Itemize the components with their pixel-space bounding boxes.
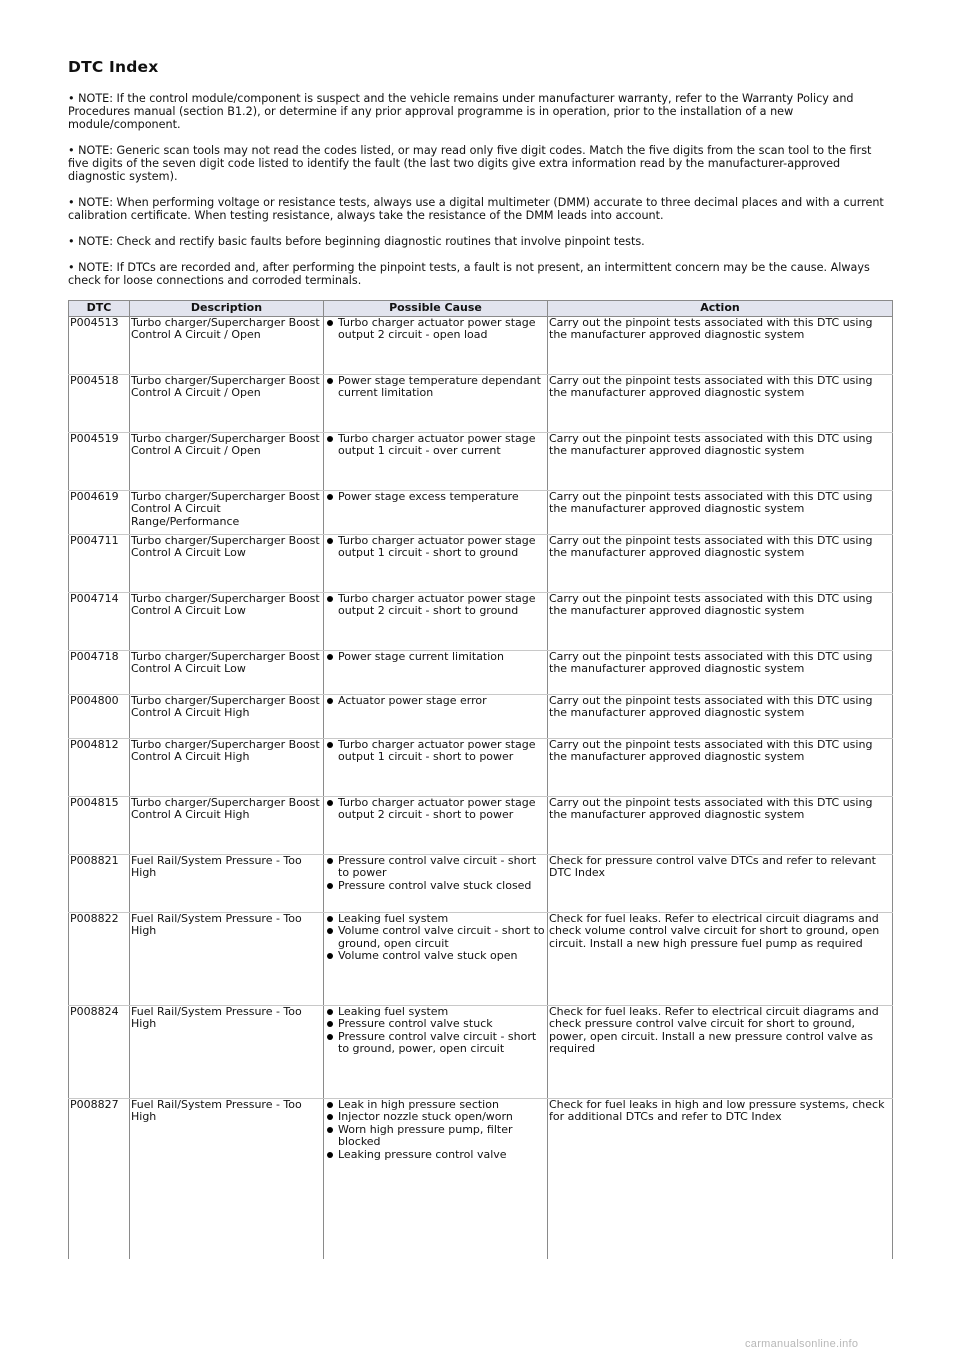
dtc-description: Turbo charger/Supercharger Boost Control A Circuit Range/Performance [130, 491, 324, 535]
possible-cause-item: Volume control valve circuit - short to ground, open circuit [338, 924, 545, 950]
possible-cause-item: Worn high pressure pump, filter blocked [338, 1124, 546, 1149]
possible-cause-item: Turbo charger actuator power stage output 2 circuit - open load [338, 317, 546, 342]
document-page [68, 58, 892, 1259]
dtc-code: P008824 [69, 1006, 130, 1099]
dtc-description: Turbo charger/Supercharger Boost Control A Circuit / Open [130, 433, 324, 491]
table-row [69, 491, 893, 535]
possible-cause-list [325, 913, 546, 963]
table-row [69, 375, 893, 433]
dtc-description: Turbo charger/Supercharger Boost Control A Circuit High [130, 739, 324, 797]
dtc-code: P004718 [69, 651, 130, 695]
possible-cause-cell [324, 433, 548, 491]
possible-cause-item: Leak in high pressure section [338, 1099, 546, 1111]
dtc-code: P004619 [69, 491, 130, 535]
possible-cause-item: Turbo charger actuator power stage output 1 circuit - short to power [338, 739, 546, 764]
table-row [69, 535, 893, 593]
possible-cause-cell [324, 375, 548, 433]
dtc-description: Turbo charger/Supercharger Boost Control A Circuit / Open [130, 317, 324, 375]
dtc-code: P004711 [69, 535, 130, 593]
possible-cause-item: Turbo charger actuator power stage output 1 circuit - short to ground [338, 535, 546, 560]
dtc-code: P004815 [69, 797, 130, 855]
possible-cause-list [325, 491, 546, 503]
possible-cause-cell [324, 1099, 548, 1259]
table-row [69, 797, 893, 855]
header-possible-cause: Possible Cause [324, 301, 548, 317]
dtc-description: Turbo charger/Supercharger Boost Control A Circuit Low [130, 593, 324, 651]
possible-cause-list [325, 535, 546, 560]
dtc-action: Carry out the pinpoint tests associated with this DTC using the manufacturer approved diagnostic system [548, 797, 893, 855]
possible-cause-list [325, 593, 546, 618]
dtc-action: Carry out the pinpoint tests associated with this DTC using the manufacturer approved diagnostic system [548, 651, 893, 695]
possible-cause-item: Pressure control valve circuit - short to power [338, 855, 546, 880]
dtc-action: Carry out the pinpoint tests associated with this DTC using the manufacturer approved diagnostic system [548, 535, 893, 593]
possible-cause-item: Leaking fuel system [338, 913, 546, 925]
possible-cause-item: Pressure control valve circuit - short to ground, power, open circuit [338, 1031, 546, 1056]
possible-cause-item: Power stage temperature dependant current limitation [338, 375, 546, 400]
possible-cause-cell [324, 739, 548, 797]
table-row [69, 855, 893, 913]
possible-cause-list [325, 375, 546, 400]
dtc-action: Check for fuel leaks in high and low pressure systems, check for additional DTCs and refer to DTC Index [548, 1099, 893, 1259]
possible-cause-item: Pressure control valve stuck [338, 1018, 546, 1030]
table-row [69, 739, 893, 797]
possible-cause-item: Leaking fuel system [338, 1006, 546, 1018]
possible-cause-item: Volume control valve stuck open [338, 950, 546, 962]
dtc-action: Carry out the pinpoint tests associated with this DTC using the manufacturer approved diagnostic system [548, 491, 893, 535]
dtc-action: Check for fuel leaks. Refer to electrical circuit diagrams and check pressure control valve circuit for short to ground, power, open circuit. Install a new pressure control valve as required [548, 1006, 893, 1099]
dtc-code: P004800 [69, 695, 130, 739]
possible-cause-cell [324, 855, 548, 913]
possible-cause-list [325, 855, 546, 892]
possible-cause-cell [324, 491, 548, 535]
possible-cause-list [325, 739, 546, 764]
page-title: DTC Index [68, 58, 159, 76]
possible-cause-list [325, 1006, 546, 1056]
possible-cause-list [325, 797, 546, 822]
dtc-description: Turbo charger/Supercharger Boost Control A Circuit Low [130, 535, 324, 593]
table-row [69, 433, 893, 491]
possible-cause-cell [324, 797, 548, 855]
table-row [69, 317, 893, 375]
header-action: Action [548, 301, 893, 317]
dtc-code: P008821 [69, 855, 130, 913]
possible-cause-item: Power stage excess temperature [338, 491, 546, 503]
table-header-row [69, 301, 893, 317]
possible-cause-cell [324, 1006, 548, 1099]
dtc-code: P004518 [69, 375, 130, 433]
possible-cause-cell [324, 651, 548, 695]
note-basic-faults: • NOTE: Check and rectify basic faults before beginning diagnostic routines that involve pinpoint tests. [68, 235, 645, 248]
table-row [69, 1099, 893, 1259]
dtc-action: Check for pressure control valve DTCs and refer to relevant DTC Index [548, 855, 893, 913]
dtc-description: Fuel Rail/System Pressure - Too High [130, 1099, 324, 1259]
note-warranty: • NOTE: If the control module/component is suspect and the vehicle remains under manufacturer warranty, refer to the Warranty Policy and Procedures manual (section B1.2), or determine if any prior approval programme is in operation, prior to the installation of a new module/component. [68, 92, 854, 131]
table-row [69, 1006, 893, 1099]
possible-cause-cell [324, 535, 548, 593]
dtc-description: Fuel Rail/System Pressure - Too High [130, 855, 324, 913]
possible-cause-item: Leaking pressure control valve [338, 1149, 546, 1161]
table-body [69, 317, 893, 1259]
note-generic-scan-tools: • NOTE: Generic scan tools may not read the codes listed, or may read only five digit codes. Match the five digits from the scan tool to the first five digits of the seven digit code listed to identify the fault (the last two digits give extra information read by the manufacturer-approved diagnostic system). [68, 144, 872, 183]
dtc-action: Carry out the pinpoint tests associated with this DTC using the manufacturer approved diagnostic system [548, 593, 893, 651]
possible-cause-item: Actuator power stage error [338, 695, 546, 707]
dtc-code: P004519 [69, 433, 130, 491]
dtc-description: Fuel Rail/System Pressure - Too High [130, 1006, 324, 1099]
dtc-action: Check for fuel leaks. Refer to electrical circuit diagrams and check volume control valve circuit for short to ground, open circuit. Install a new high pressure fuel pump as required [548, 913, 893, 1006]
dtc-description: Turbo charger/Supercharger Boost Control A Circuit Low [130, 651, 324, 695]
table-row [69, 593, 893, 651]
dtc-description: Turbo charger/Supercharger Boost Control A Circuit High [130, 695, 324, 739]
possible-cause-list [325, 695, 546, 707]
note-voltage-resistance: • NOTE: When performing voltage or resistance tests, always use a digital multimeter (DMM) accurate to three decimal places and with a current calibration certificate. When testing resistance, always take the resistance of the DMM leads into account. [68, 196, 884, 222]
header-dtc: DTC [69, 301, 130, 317]
dtc-description: Turbo charger/Supercharger Boost Control A Circuit / Open [130, 375, 324, 433]
dtc-code: P004714 [69, 593, 130, 651]
possible-cause-cell [324, 317, 548, 375]
table-row [69, 695, 893, 739]
possible-cause-item: Pressure control valve stuck closed [338, 880, 546, 892]
possible-cause-cell [324, 593, 548, 651]
possible-cause-item: Power stage current limitation [338, 651, 546, 663]
header-description: Description [130, 301, 324, 317]
possible-cause-list [325, 1099, 546, 1161]
dtc-action: Carry out the pinpoint tests associated with this DTC using the manufacturer approved diagnostic system [548, 739, 893, 797]
dtc-table [68, 300, 893, 1259]
table-row [69, 651, 893, 695]
possible-cause-list [325, 651, 546, 663]
possible-cause-item: Turbo charger actuator power stage output 2 circuit - short to power [338, 797, 546, 822]
possible-cause-item: Injector nozzle stuck open/worn [338, 1111, 546, 1123]
possible-cause-list [325, 317, 546, 342]
dtc-code: P004812 [69, 739, 130, 797]
table-row [69, 913, 893, 1006]
watermark-text: carmanualsonline.info [745, 1338, 859, 1350]
possible-cause-item: Turbo charger actuator power stage output 2 circuit - short to ground [338, 593, 546, 618]
dtc-action: Carry out the pinpoint tests associated with this DTC using the manufacturer approved diagnostic system [548, 433, 893, 491]
note-intermittent: • NOTE: If DTCs are recorded and, after performing the pinpoint tests, a fault is not present, an intermittent concern may be the cause. Always check for loose connections and corroded terminals. [68, 261, 870, 287]
possible-cause-list [325, 433, 546, 458]
dtc-code: P008827 [69, 1099, 130, 1259]
dtc-description: Turbo charger/Supercharger Boost Control A Circuit High [130, 797, 324, 855]
dtc-description: Fuel Rail/System Pressure - Too High [130, 913, 324, 1006]
dtc-action: Carry out the pinpoint tests associated with this DTC using the manufacturer approved diagnostic system [548, 375, 893, 433]
possible-cause-item: Turbo charger actuator power stage output 1 circuit - over current [338, 433, 546, 458]
possible-cause-cell [324, 913, 548, 1006]
possible-cause-cell [324, 695, 548, 739]
dtc-code: P004513 [69, 317, 130, 375]
dtc-action: Carry out the pinpoint tests associated with this DTC using the manufacturer approved diagnostic system [548, 317, 893, 375]
dtc-action: Carry out the pinpoint tests associated with this DTC using the manufacturer approved diagnostic system [548, 695, 893, 739]
dtc-code: P008822 [69, 913, 130, 1006]
